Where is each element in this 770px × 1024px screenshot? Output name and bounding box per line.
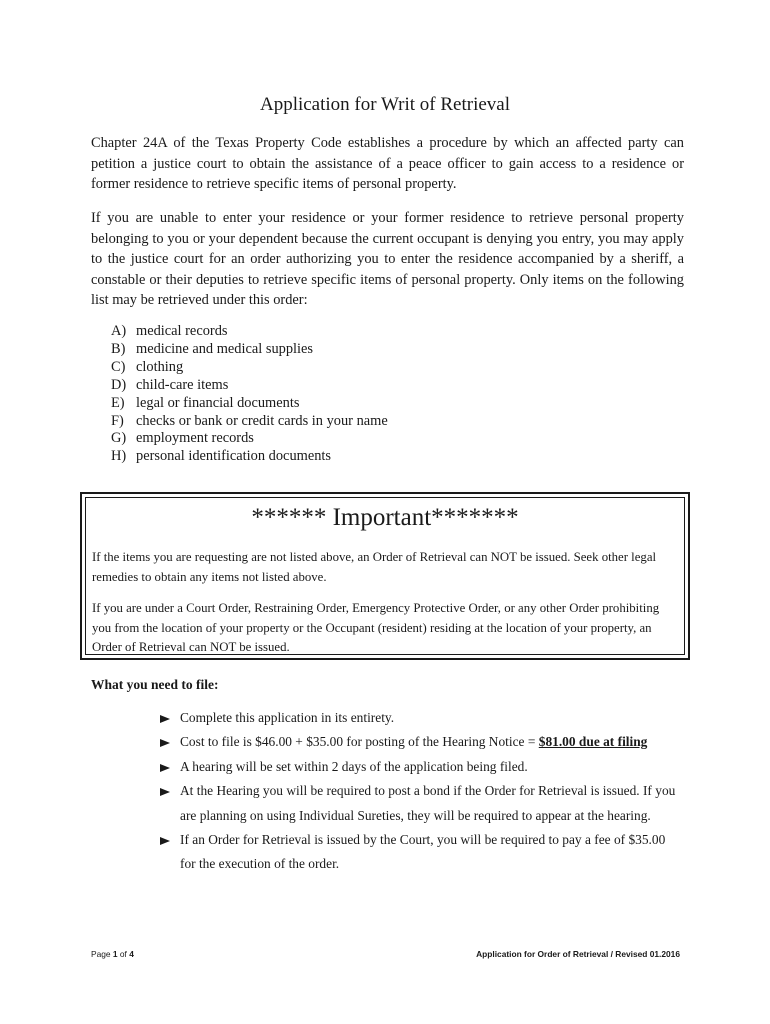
list-item: G) employment records: [111, 430, 254, 447]
document-title: Application for Writ of Retrieval: [259, 94, 511, 115]
list-item: C) clothing: [111, 358, 184, 375]
page-number: Page 1 of 4: [91, 949, 134, 959]
arrow-bullet-icon: [160, 715, 170, 723]
filing-requirements-list: [160, 706, 680, 877]
footer-form-revision: Application for Order of Retrieval / Revised 01.2016: [476, 949, 680, 959]
list-item: F) checks or bank or credit cards in your name: [111, 412, 388, 429]
arrow-bullet-icon: [160, 739, 170, 747]
list-item: Cost to file is $46.00 + $35.00 for posting of the Hearing Notice = $81.00 due at filing: [160, 730, 680, 754]
important-notice-box: [80, 492, 690, 660]
list-item: A hearing will be set within 2 days of the application being filed.: [160, 755, 680, 779]
arrow-bullet-icon: [160, 837, 170, 845]
amount-due-emphasis: $81.00 due at filing: [538, 734, 648, 750]
list-item: E) legal or financial documents: [111, 394, 300, 411]
important-heading: ****** Important*******: [251, 504, 519, 531]
list-item: D) child-care items: [111, 376, 229, 393]
arrow-bullet-icon: [160, 764, 170, 772]
intro-paragraph-1: Chapter 24A of the Texas Property Code establishes a procedure by which an affected party can petition a justice court to obtain the assistance of a peace officer to gain access to a residence or former residence to retrieve specific items of personal property.: [91, 135, 684, 193]
list-item: Complete this application in its entirety.: [160, 706, 680, 730]
important-paragraph-1: If the items you are requesting are not listed above, an Order of Retrieval can NOT be issued. Seek other legal remedies to obtain any items not listed above.: [92, 550, 657, 584]
arrow-bullet-icon: [160, 788, 170, 796]
what-you-need-heading: What you need to file:: [91, 677, 219, 692]
important-notice-inner-border: [85, 497, 685, 655]
retrievable-items-list: [111, 323, 388, 466]
list-item: At the Hearing you will be required to post a bond if the Order for Retrieval is issued. If you are planning on using Individual Sureties, they will be required to appear at the hearing.: [160, 779, 680, 828]
important-paragraph-2: If you are under a Court Order, Restraining Order, Emergency Protective Order, or any other Order prohibiting you from the location of your property or the Occupant (resident) residing at the location of your property, an Order of Retrieval can NOT be issued.: [92, 601, 660, 654]
intro-paragraph-2: If you are unable to enter your residence or your former residence to retrieve personal property belonging to you or your dependent because the current occupant is denying you entry, you may apply to the justice court for an order authorizing you to enter the residence accompanied by a sheriff, a constable or their deputies to retrieve specific items of personal property. Only items on the following list may be retrieved under this order:: [91, 210, 684, 309]
list-item: If an Order for Retrieval is issued by the Court, you will be required to pay a fee of $35.00 for the execution of the order.: [160, 828, 680, 877]
list-item: A) medical records: [111, 323, 228, 339]
list-item: B) medicine and medical supplies: [111, 340, 314, 357]
list-item: H) personal identification documents: [111, 448, 332, 465]
